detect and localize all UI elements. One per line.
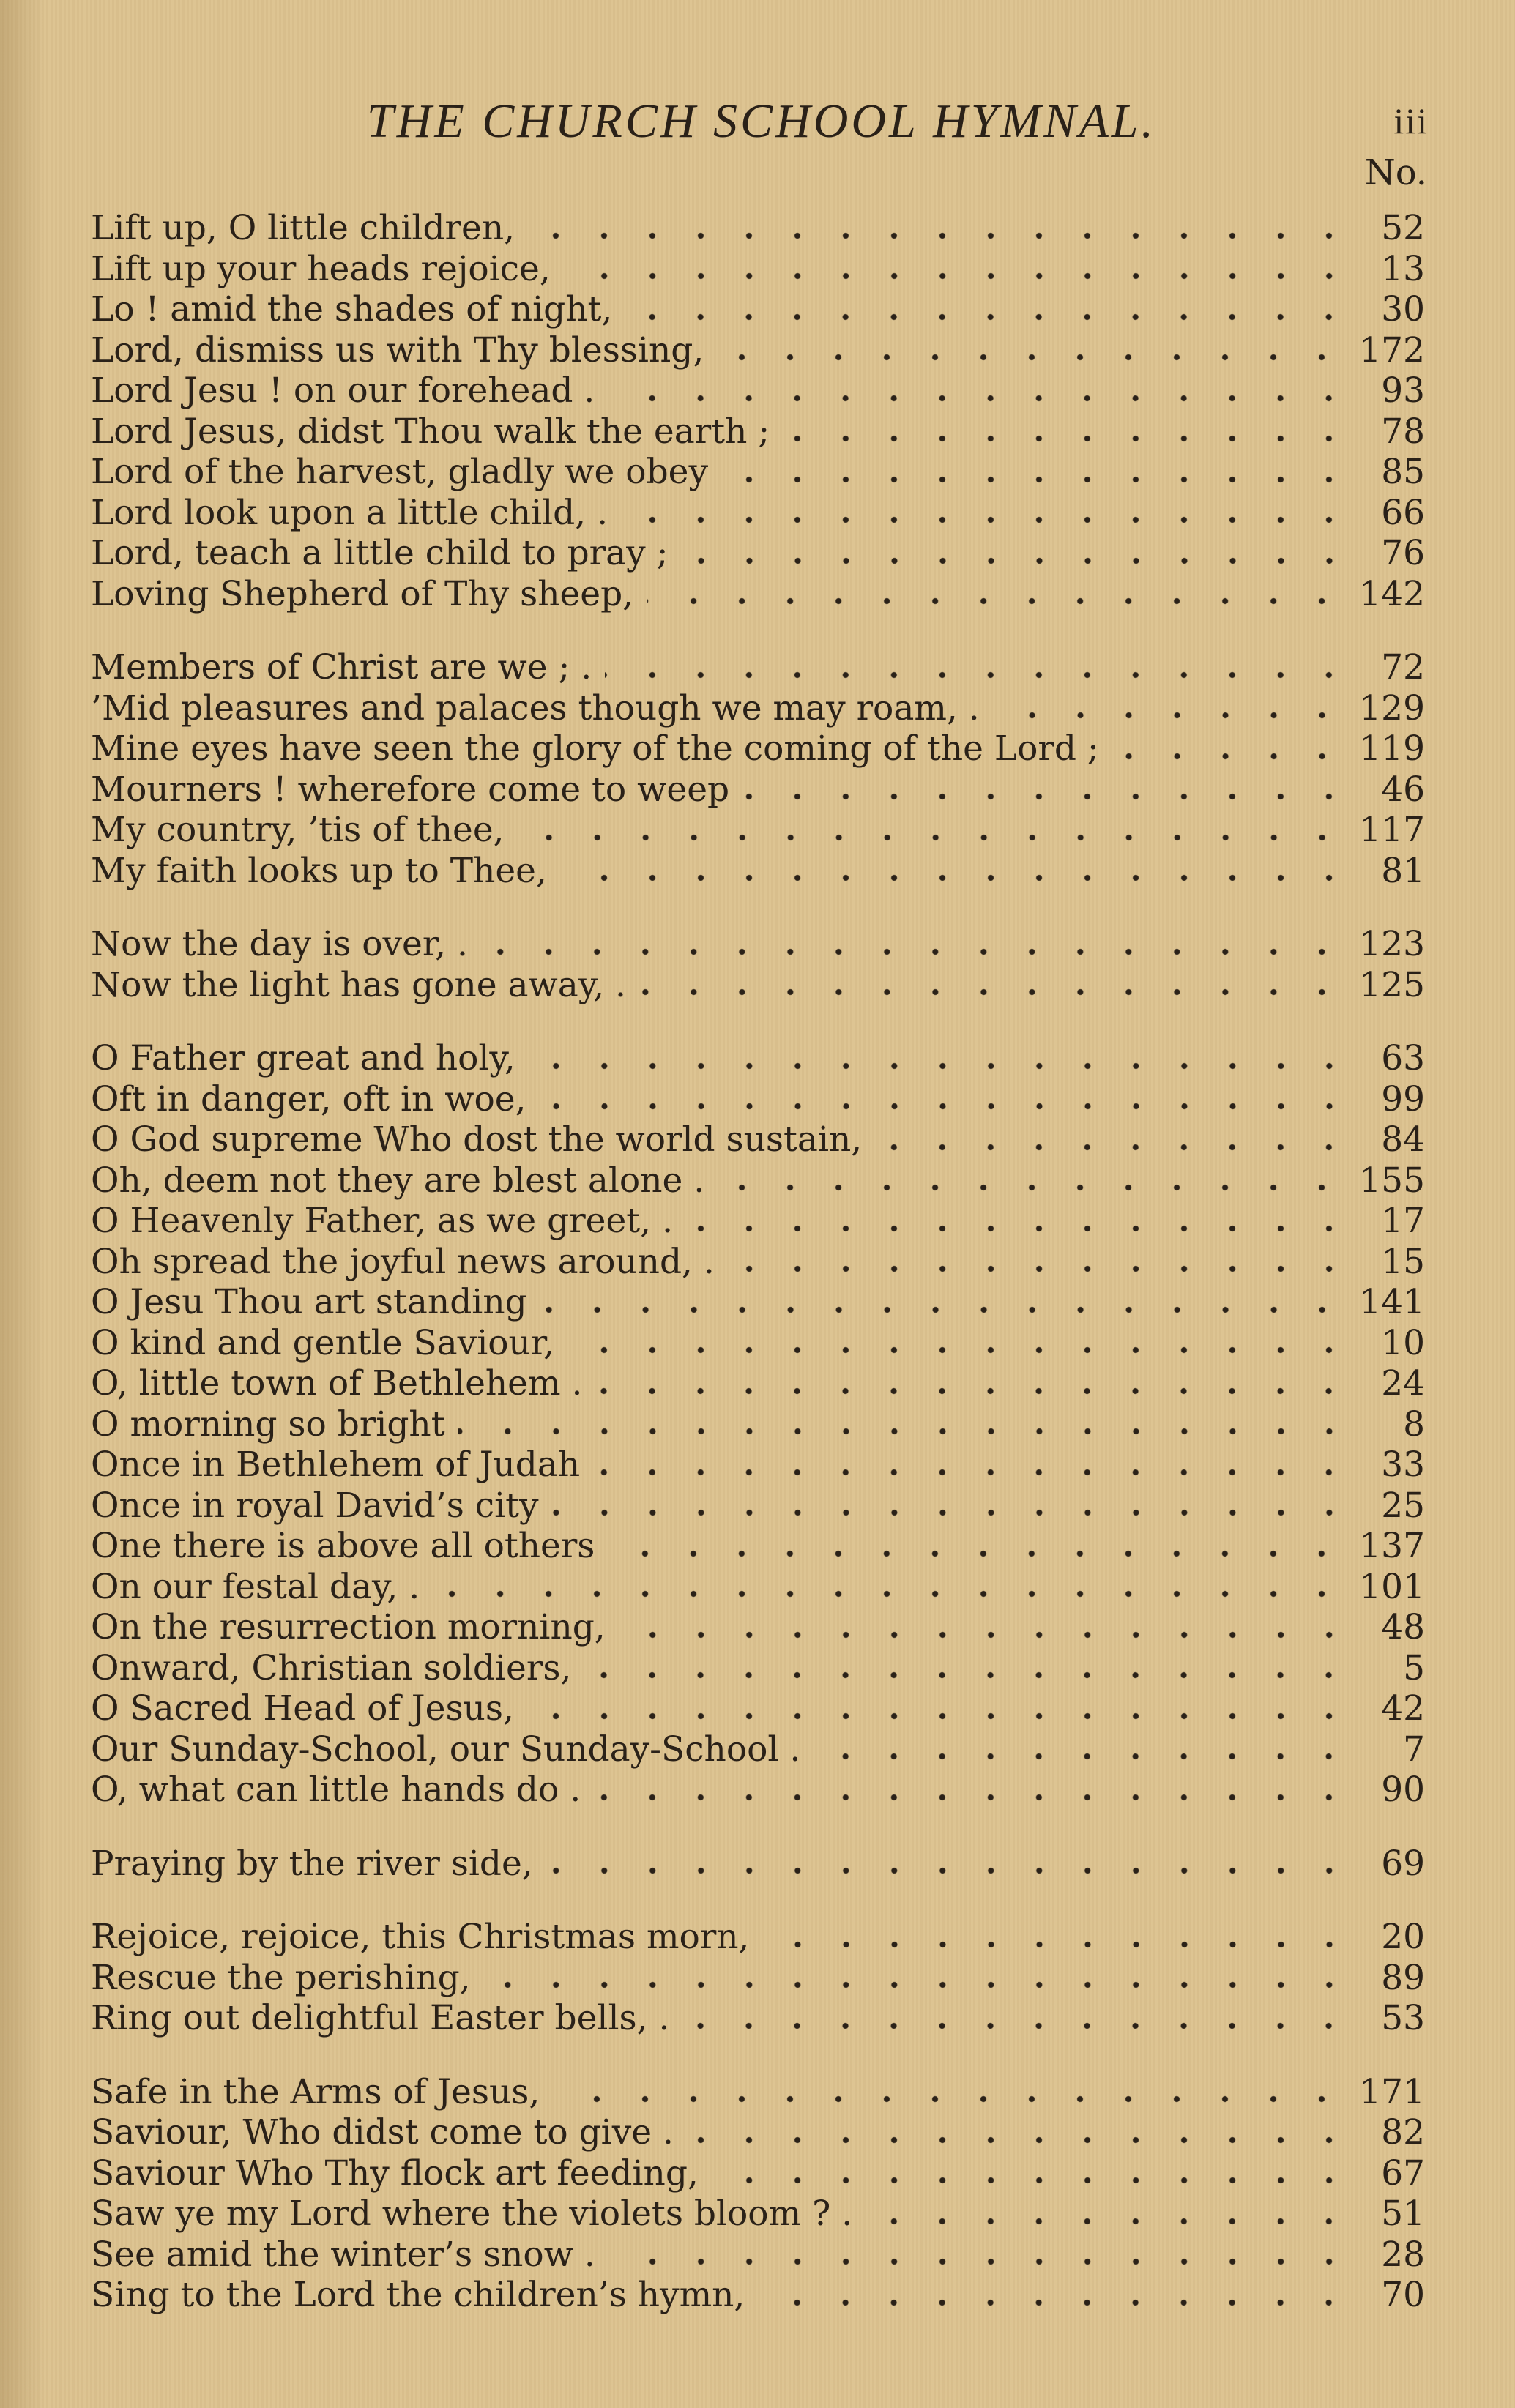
index-entry — [91, 647, 1425, 688]
hymn-title: Onward, Christian soldiers, — [91, 1647, 572, 1688]
index-entry — [91, 1363, 1425, 1404]
hymn-title: O, little town of Bethlehem . — [91, 1363, 583, 1404]
dot-leader — [540, 1103, 1354, 1110]
dot-leader — [518, 834, 1347, 841]
column-label-no: No. — [1364, 152, 1427, 193]
hymn-number: 30 — [1381, 289, 1425, 329]
index-entry — [91, 688, 1425, 729]
index-entry — [91, 2234, 1425, 2275]
dot-leader — [783, 435, 1353, 442]
hymn-title: Mine eyes have seen the glory of the coming of the Lord ; — [91, 728, 1099, 769]
dot-leader — [594, 1794, 1353, 1801]
index-entry — [91, 1282, 1425, 1323]
hymn-title: Once in Bethlehem of Judah — [91, 1445, 581, 1485]
index-entry — [91, 2153, 1425, 2194]
dot-leader — [686, 1225, 1353, 1232]
index-entry — [91, 1688, 1425, 1729]
index-entry — [91, 370, 1425, 411]
index-entry — [91, 1607, 1425, 1648]
hymn-number: 67 — [1381, 2152, 1425, 2193]
hymn-number: 10 — [1381, 1322, 1425, 1363]
hymn-title: Safe in the Arms of Jesus, — [91, 2071, 540, 2112]
hymn-number: 90 — [1381, 1770, 1425, 1810]
dot-leader — [728, 1265, 1353, 1272]
dot-leader — [584, 1671, 1353, 1679]
hymn-title: ’Mid pleasures and palaces though we may roam, . — [91, 687, 980, 728]
dot-leader — [553, 2095, 1346, 2103]
dot-leader — [527, 1712, 1353, 1720]
index-entry — [91, 1160, 1425, 1201]
index-entry — [91, 2275, 1425, 2316]
dot-leader — [546, 1867, 1353, 1874]
hymn-title: O, what can little hands do . — [91, 1770, 581, 1810]
index-entry — [91, 1770, 1425, 1811]
hymn-number: 84 — [1381, 1119, 1425, 1160]
hymn-number: 33 — [1381, 1445, 1425, 1485]
hymn-number: 48 — [1381, 1607, 1425, 1647]
hymn-number: 20 — [1381, 1917, 1425, 1957]
hymn-number: 76 — [1381, 533, 1425, 573]
hymn-number: 129 — [1359, 687, 1425, 728]
hymn-number: 99 — [1381, 1078, 1425, 1119]
index-entry — [91, 1323, 1425, 1364]
hymn-title: Lift up, O little children, — [91, 208, 515, 248]
hymn-title: Now the day is over, . — [91, 924, 468, 964]
dot-leader — [433, 1590, 1346, 1598]
index-entry — [91, 1844, 1425, 1885]
dot-leader — [647, 597, 1346, 605]
hymn-title: Rejoice, rejoice, this Christmas morn, — [91, 1917, 750, 1957]
dot-leader — [758, 2299, 1353, 2306]
index-entry — [91, 493, 1425, 534]
hymn-number: 78 — [1381, 411, 1425, 452]
index-letter-group — [91, 924, 1425, 1005]
hymn-number: 51 — [1381, 2193, 1425, 2234]
page-number: iii — [1393, 100, 1429, 141]
dot-leader — [712, 2177, 1353, 2184]
dot-leader — [552, 1509, 1353, 1516]
hymn-number: 82 — [1381, 2112, 1425, 2152]
hymn-title: On our festal day, . — [91, 1566, 420, 1607]
dot-leader — [866, 2218, 1353, 2225]
hymn-title: Now the light has gone away, . — [91, 964, 626, 1005]
index-entry — [91, 1729, 1425, 1770]
hymn-title: Members of Christ are we ; . — [91, 647, 592, 687]
index-entry — [91, 728, 1425, 769]
hymn-title: Lord, dismiss us with Thy blessing, — [91, 329, 704, 370]
hymn-number: 172 — [1359, 329, 1425, 370]
hymn-number: 25 — [1381, 1485, 1425, 1526]
index-entry — [91, 1567, 1425, 1608]
index-entry — [91, 810, 1425, 851]
index-entry — [91, 1038, 1425, 1079]
hymn-title: O Jesu Thou art standing — [91, 1282, 527, 1322]
hymn-number: 53 — [1381, 1998, 1425, 2038]
index-entry — [91, 574, 1425, 615]
hymn-title: Lord, teach a little child to pray ; — [91, 533, 669, 573]
hymn-title: O kind and gentle Saviour, — [91, 1322, 555, 1363]
dot-leader — [567, 1346, 1353, 1354]
hymn-title: See amid the winter’s snow . — [91, 2234, 595, 2275]
hymn-title: Mourners ! wherefore come to weep — [91, 769, 730, 810]
hymn-title: O Heavenly Father, as we greet, . — [91, 1201, 674, 1241]
dot-leader — [621, 516, 1353, 523]
hymn-title: Our Sunday-School, our Sunday-School . — [91, 1729, 801, 1770]
hymn-number: 42 — [1381, 1688, 1425, 1729]
hymn-number: 142 — [1359, 573, 1425, 614]
index-entry — [91, 1998, 1425, 2039]
index-entry — [91, 851, 1425, 892]
dot-leader — [717, 354, 1346, 361]
hymn-number: 5 — [1403, 1647, 1425, 1688]
hymn-title: One there is above all others — [91, 1526, 595, 1566]
index-entry — [91, 1119, 1425, 1160]
dot-leader — [619, 1631, 1353, 1639]
hymn-number: 155 — [1359, 1160, 1425, 1201]
hymn-title: O Father great and holy, — [91, 1038, 515, 1078]
dot-leader — [875, 1144, 1353, 1151]
hymn-title: Ring out delightful Easter bells, . — [91, 1998, 670, 2038]
index-entry — [91, 2193, 1425, 2234]
index-entry — [91, 965, 1425, 1006]
index-entry — [91, 330, 1425, 371]
index-entry — [91, 1648, 1425, 1689]
dot-leader — [608, 395, 1353, 402]
index-entry — [91, 1445, 1425, 1486]
hymn-number: 93 — [1381, 370, 1425, 411]
index-entry — [91, 1526, 1425, 1567]
dot-leader — [528, 232, 1353, 239]
index-letter-group — [91, 208, 1425, 614]
index-entry — [91, 1404, 1425, 1445]
dot-leader — [564, 272, 1353, 280]
hymn-number: 24 — [1381, 1363, 1425, 1404]
hymn-title: O morning so bright — [91, 1404, 445, 1445]
hymn-index-list — [91, 208, 1425, 2349]
hymn-number: 66 — [1381, 492, 1425, 533]
dot-leader — [814, 1753, 1353, 1760]
hymn-title: Saviour, Who didst come to give . — [91, 2112, 674, 2152]
index-entry — [91, 452, 1425, 493]
index-entry — [91, 1079, 1425, 1120]
hymn-title: Praying by the river side, — [91, 1843, 533, 1884]
dot-leader — [763, 1941, 1354, 1948]
hymn-title: Lord of the harvest, gladly we obey — [91, 452, 709, 492]
hymn-title: Lift up your heads rejoice, — [91, 248, 551, 289]
hymn-title: On the resurrection morning, — [91, 1607, 606, 1647]
dot-leader — [625, 313, 1353, 321]
hymn-number: 13 — [1381, 248, 1425, 289]
hymn-number: 63 — [1381, 1038, 1425, 1078]
index-entry — [91, 2112, 1425, 2153]
hymn-title: O God supreme Who dost the world sustain, — [91, 1119, 863, 1160]
hymn-number: 72 — [1381, 647, 1425, 687]
index-entry — [91, 533, 1425, 574]
hymn-title: Lord Jesus, didst Thou walk the earth ; — [91, 411, 770, 452]
hymn-title: Lord Jesu ! on our forehead . — [91, 370, 595, 411]
index-letter-group — [91, 1844, 1425, 1885]
index-letter-group — [91, 1917, 1425, 2039]
hymn-number: 101 — [1359, 1566, 1425, 1607]
hymn-title: Saviour Who Thy flock art feeding, — [91, 2152, 699, 2193]
index-entry — [91, 208, 1425, 249]
hymn-number: 141 — [1359, 1282, 1425, 1322]
dot-leader — [718, 1184, 1346, 1191]
dot-leader — [595, 1387, 1353, 1395]
hymn-number: 7 — [1403, 1729, 1425, 1770]
hymn-number: 70 — [1381, 2275, 1425, 2315]
dot-leader — [608, 2258, 1353, 2265]
hymn-number: 8 — [1403, 1404, 1425, 1445]
hymn-number: 85 — [1381, 452, 1425, 492]
dot-leader — [1112, 753, 1347, 760]
hymn-number: 69 — [1381, 1843, 1425, 1884]
dot-leader — [608, 1550, 1346, 1557]
hymn-number: 123 — [1359, 924, 1425, 964]
index-entry — [91, 1486, 1425, 1527]
index-entry — [91, 289, 1425, 330]
index-letter-group — [91, 647, 1425, 891]
hymn-title: My faith looks up to Thee, — [91, 850, 547, 891]
hymn-number: 81 — [1381, 850, 1425, 891]
dot-leader — [560, 874, 1353, 881]
index-entry — [91, 924, 1425, 965]
index-letter-group — [91, 1038, 1425, 1811]
dot-leader — [540, 1306, 1347, 1313]
dot-leader — [605, 671, 1353, 679]
index-entry — [91, 1242, 1425, 1283]
hymn-title: Sing to the Lord the children’s hymn, — [91, 2275, 745, 2315]
hymn-title: Lord look upon a little child, . — [91, 492, 608, 533]
index-entry — [91, 1201, 1425, 1242]
hymn-title: Rescue the perishing, — [91, 1957, 471, 1998]
hymn-title: My country, ’tis of thee, — [91, 810, 505, 850]
hymn-number: 46 — [1381, 769, 1425, 810]
running-title: THE CHURCH SCHOOL HYMNAL. — [367, 94, 1156, 148]
dot-leader — [993, 712, 1347, 719]
dot-leader — [481, 948, 1346, 955]
hymn-number: 52 — [1381, 208, 1425, 248]
dot-leader — [682, 557, 1354, 564]
hymn-title: Saw ye my Lord where the violets bloom ? . — [91, 2193, 853, 2234]
hymn-number: 125 — [1359, 964, 1425, 1005]
dot-leader — [682, 2022, 1353, 2029]
hymn-title: Oh, deem not they are blest alone . — [91, 1160, 705, 1201]
dot-leader — [529, 1062, 1353, 1070]
index-entry — [91, 249, 1425, 290]
index-entry — [91, 1917, 1425, 1958]
dot-leader — [721, 476, 1353, 483]
index-entry — [91, 1958, 1425, 1999]
hymn-number: 117 — [1359, 810, 1425, 850]
dot-leader — [639, 988, 1346, 996]
hymn-number: 15 — [1381, 1241, 1425, 1282]
hymn-title: Lo ! amid the shades of night, — [91, 289, 613, 329]
hymn-title: Once in royal David’s city — [91, 1485, 539, 1526]
index-entry — [91, 411, 1425, 452]
hymn-number: 28 — [1381, 2234, 1425, 2275]
dot-leader — [458, 1428, 1353, 1435]
hymn-title: Oh spread the joyful news around, . — [91, 1241, 715, 1282]
index-entry — [91, 2072, 1425, 2113]
hymn-number: 17 — [1381, 1201, 1425, 1241]
hymn-title: O Sacred Head of Jesus, — [91, 1688, 514, 1729]
hymn-title: Oft in danger, oft in woe, — [91, 1078, 526, 1119]
index-entry — [91, 769, 1425, 810]
hymn-number: 119 — [1359, 728, 1425, 769]
hymn-number: 171 — [1359, 2071, 1425, 2112]
dot-leader — [484, 1981, 1353, 1988]
dot-leader — [687, 2136, 1353, 2144]
index-letter-group — [91, 2072, 1425, 2316]
hymn-title: Loving Shepherd of Thy sheep, — [91, 573, 634, 614]
dot-leader — [742, 793, 1353, 800]
dot-leader — [593, 1469, 1353, 1476]
hymn-number: 89 — [1381, 1957, 1425, 1998]
hymn-number: 137 — [1359, 1526, 1425, 1566]
